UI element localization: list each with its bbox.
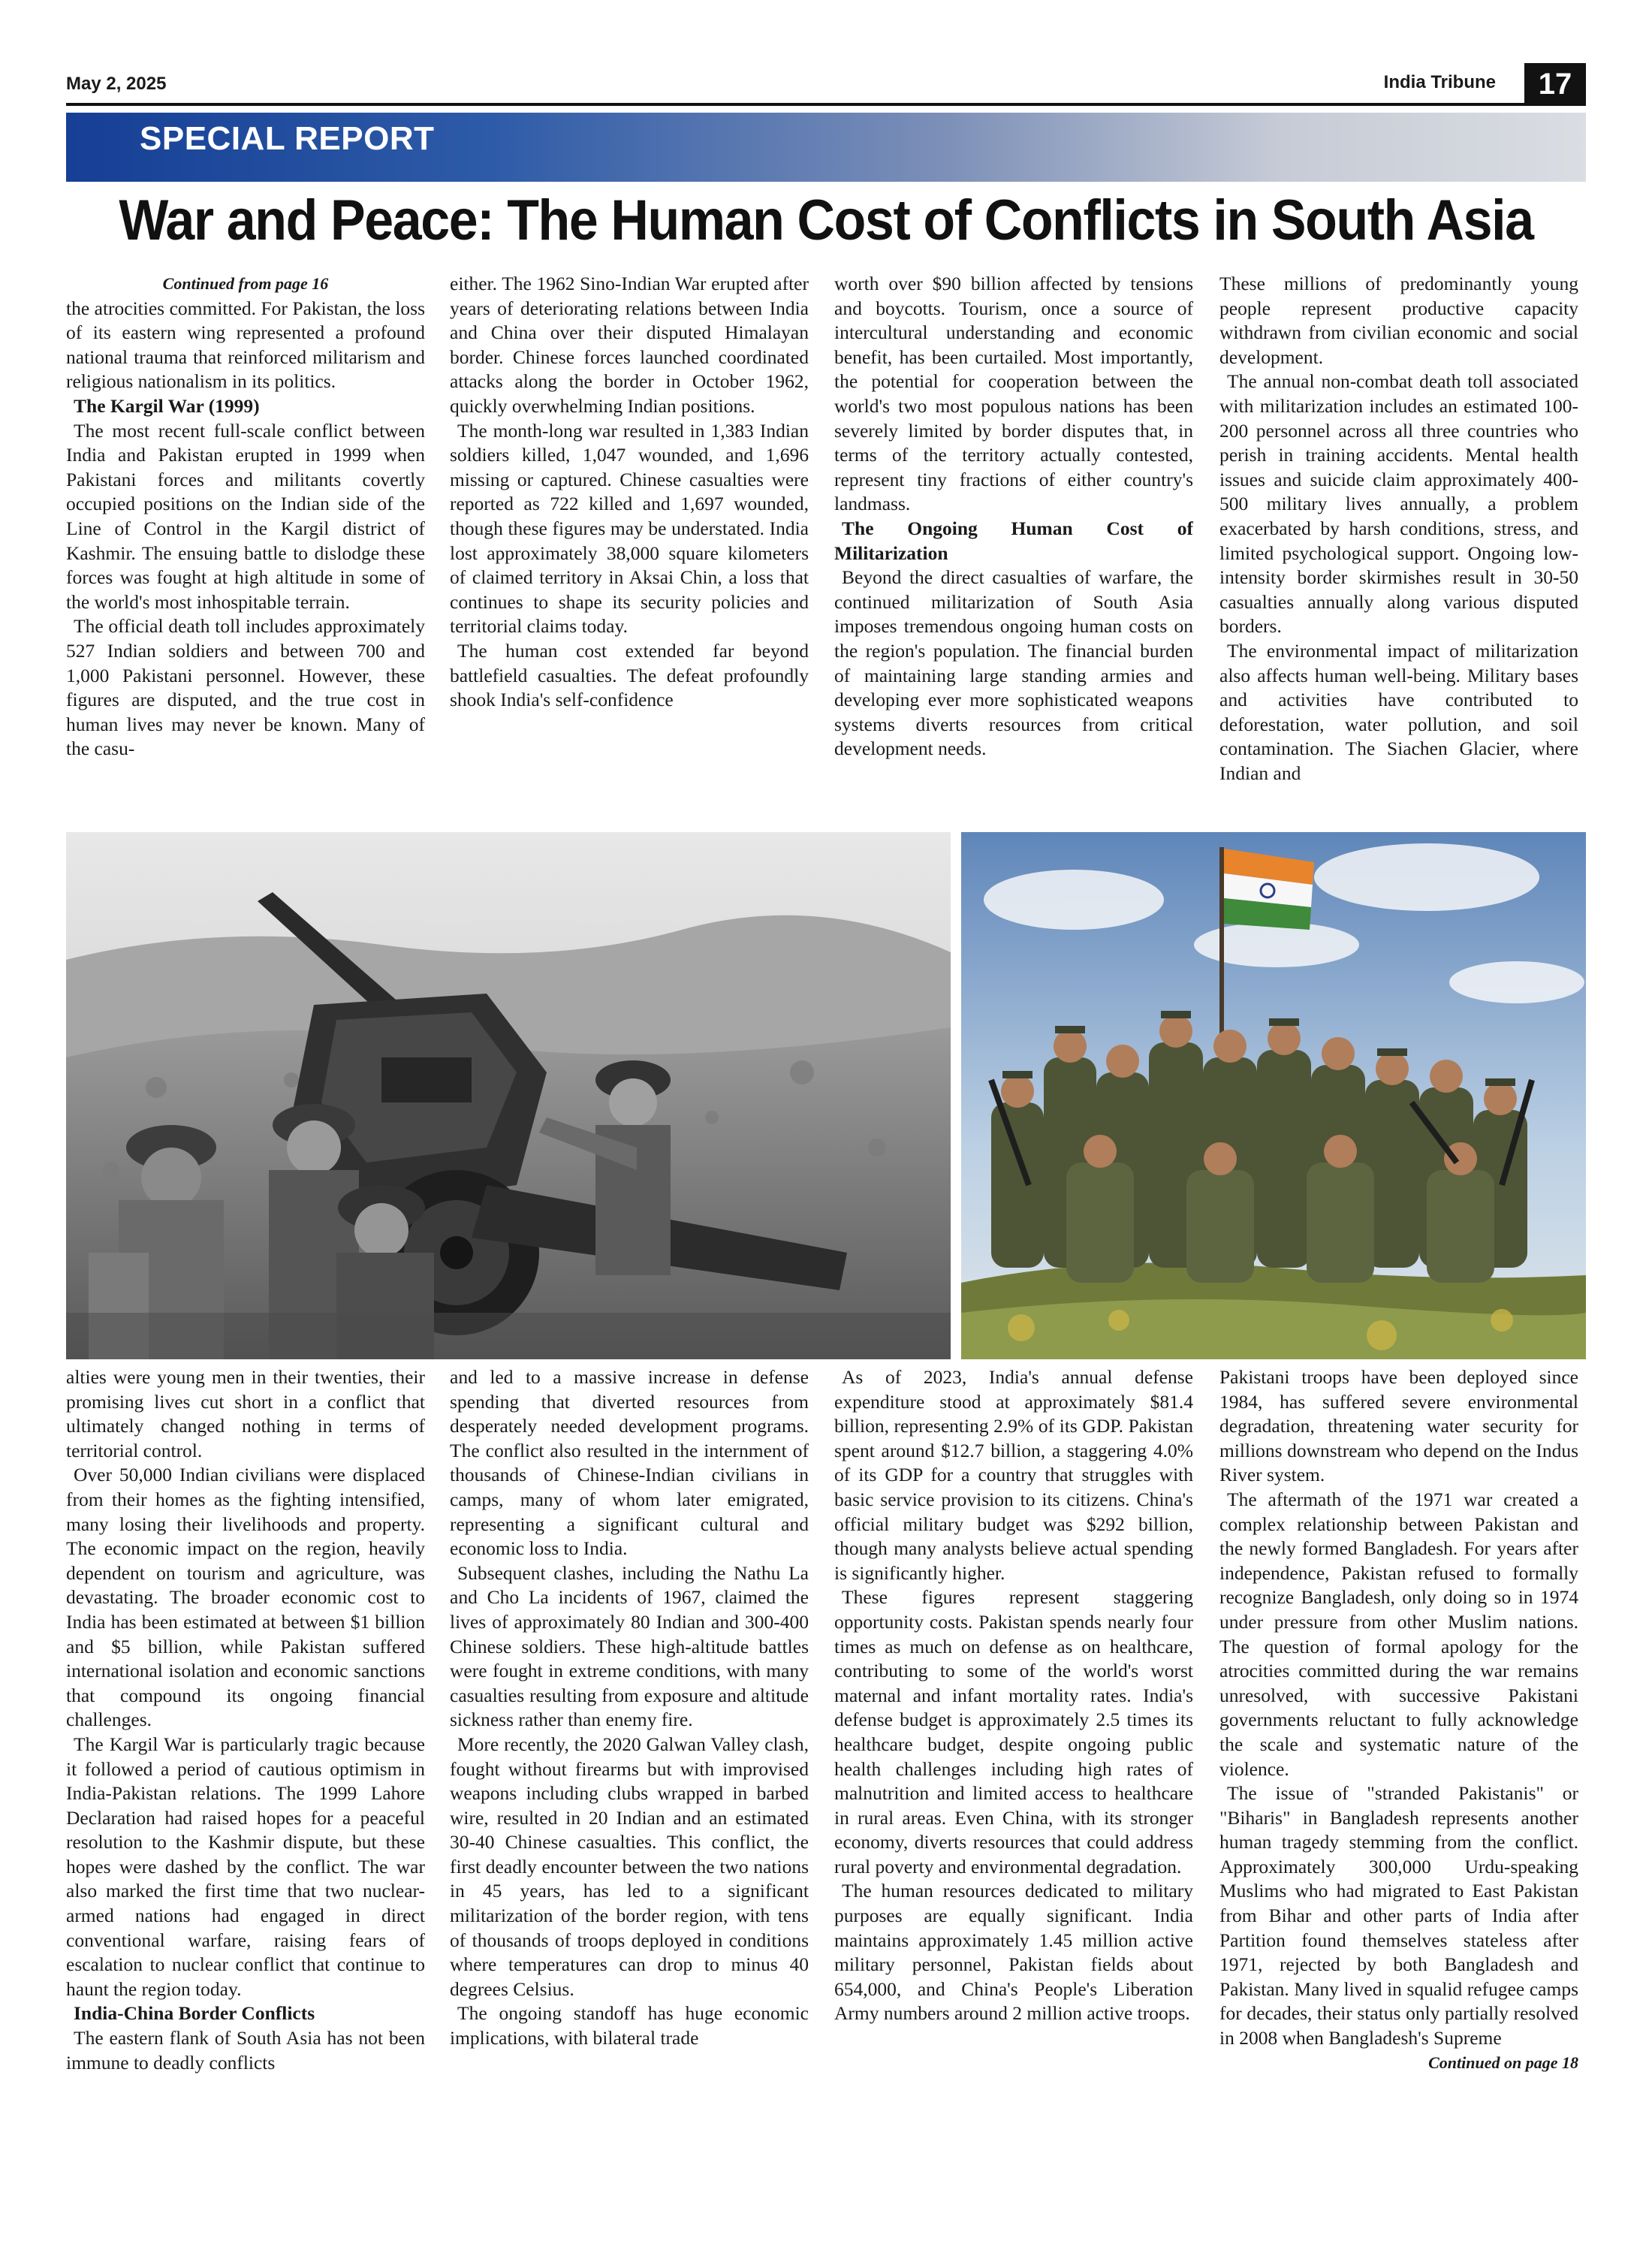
column-4-top	[1219, 272, 1578, 829]
paragraph: Subsequent clashes, including the Nathu La and Cho La incidents of 1967, claimed the lives of approximately 80 Indian and 300-400 Chinese soldiers. These high-altitude battles were fought in extreme conditions, with many casualties resulting from exposure and altitude sickness rather than enemy fire.	[450, 1561, 809, 1731]
paragraph: The aftermath of the 1971 war created a complex relationship between Pakistan and the newly formed Bangladesh. For years after independence, Pakistan refused to formally recognize Bangladesh, only doing so in 1974 under pressure from other Muslim nations. The question of formal apology for the atrocities committed during the war remains unresolved, with successive Pakistani governments reluctant to fully acknowledge the scale and systematic nature of the violence.	[1219, 1488, 1578, 1780]
subheading: India-China Border Conflicts	[74, 2002, 315, 2025]
paragraph: and led to a massive increase in defense spending that diverted resources from desperately needed development programs. The conflict also resulted in the internment of thousands of Chinese-Indian civilians in camps, many of whom later emigrated, representing a significant cultural and economic loss to India.	[450, 1366, 809, 1560]
paragraph: These millions of predominantly young people represent productive capacity withdrawn from civilian economic and social development.	[1219, 273, 1578, 368]
column-1-top	[66, 272, 425, 829]
paragraph: These figures represent staggering opportunity costs. Pakistan spends nearly four times as much on defense as on healthcare, contributing to some of the world's worst maternal and infant mortality rates. India's defense budget is approximately 2.5 times its healthcare budget, despite ongoing public health challenges including high rates of malnutrition and limited access to healthcare in rural areas. Even China, with its stronger economy, diverts resources that could address rural poverty and environmental degradation.	[834, 1586, 1193, 1878]
column-3-bottom	[834, 1365, 1193, 2185]
masthead	[66, 65, 1586, 104]
paragraph: worth over $90 billion affected by tensions and boycotts. Tourism, once a source of intercultural understanding and economic benefit, has been curtailed. Most importantly, the potential for cooperation between the world's two most populous nations has been severely limited by border disputes that, in terms of the territory actually contested, represent tiny fractions of either country's landmass.	[834, 273, 1193, 515]
soldiers-flag-photo	[961, 832, 1586, 1359]
subheading: The Kargil War (1999)	[74, 394, 260, 417]
paragraph: More recently, the 2020 Galwan Valley clash, fought without firearms but with improvised weapons including clubs wrapped in barbed wire, resulted in 20 Indian and an estimated 30-40 Chinese casualties. This conflict, the first deadly encounter between the two nations in 45 years, has led to a significant militarization of the border region, with tens of thousands of troops deployed in conditions where temperatures can drop to minus 40 degrees Celsius.	[450, 1733, 809, 2000]
paragraph: The human resources dedicated to military purposes are equally significant. India maintains approximately 1.45 million active military personnel, Pakistan fields about 654,000, and China's People's Liberation Army numbers around 2 million active troops.	[834, 1880, 1193, 2025]
continued-on-note: Continued on page 18	[1428, 2052, 1578, 2072]
paragraph: The environmental impact of militarization also affects human well-being. Military bases and activities have contributed to deforestation, water pollution, and soil contamination. The Siachen Glacier, where Indian and	[1219, 639, 1578, 784]
column-2-top	[450, 272, 809, 829]
header-rule	[66, 103, 1586, 106]
page-number: 17	[1524, 63, 1586, 105]
paragraph: either. The 1962 Sino-Indian War erupted after years of deteriorating relations between India and China over their disputed Himalayan border. Chinese forces launched coordinated attacks along the border in October 1962, quickly overwhelming Indian positions.	[450, 273, 809, 417]
paragraph: The human cost extended far beyond battlefield casualties. The defeat profoundly shook India's self-confidence	[450, 639, 809, 711]
paragraph: The ongoing standoff has huge economic implications, with bilateral trade	[450, 2002, 809, 2049]
paragraph: Over 50,000 Indian civilians were displaced from their homes as the fighting intensified, many losing their livelihoods and property. The economic impact on the region, heavily dependent on tourism and agriculture, was devastating. The broader economic cost to India has been estimated at between $1 billion and $5 billion, while Pakistan suffered international isolation and economic sanctions that compound its ongoing financial challenges.	[66, 1464, 425, 1731]
section-banner	[66, 113, 1586, 182]
subheading: The Ongoing Human Cost of Militarization	[834, 517, 1193, 564]
paragraph: alties were young men in their twenties, their promising lives cut short in a conflict that ultimately changed nothing in terms of territorial control.	[66, 1366, 425, 1461]
paragraph: The official death toll includes approximately 527 Indian soldiers and between 700 and 1,000 Pakistani personnel. However, these figures are disputed, and the true cost in human lives may never be known. Many of the casu-	[66, 615, 425, 760]
paragraph: The issue of "stranded Pakistanis" or "Biharis" in Bangladesh represents another human tragedy stemming from the conflict. Approximately 300,000 Urdu-speaking Muslims who had migrated to East Pakistan from Bihar and other parts of India after Partition found themselves stateless after 1971, rejected by both Bangladesh and Pakistan. Many lived in squalid refugee camps for decades, their status only partially resolved in 2008 when Bangladesh's Supreme	[1219, 1782, 1578, 2049]
paragraph: Beyond the direct casualties of warfare, the continued militarization of South Asia imposes tremendous ongoing human costs on the region's population. The financial burden of maintaining large standing armies and developing ever more sophisticated weapons systems diverts resources from critical development needs.	[834, 566, 1193, 760]
continued-from-note: Continued from page 16	[162, 274, 329, 293]
section-label: SPECIAL REPORT	[140, 120, 435, 157]
column-3-top	[834, 272, 1193, 829]
article-headline: War and Peace: The Human Cost of Conflicts in South Asia	[119, 189, 1533, 252]
column-1-bottom	[66, 1365, 425, 2185]
column-4-bottom	[1219, 1365, 1578, 2185]
paragraph: the atrocities committed. For Pakistan, the loss of its eastern wing represented a profound national trauma that reinforced militarism and religious nationalism in its politics.	[66, 297, 425, 393]
soldiers-flag-illustration	[961, 832, 1586, 1359]
paragraph: The Kargil War is particularly tragic because it followed a period of cautious optimism in India-Pakistan relations. The 1999 Lahore Declaration had raised hopes for a peaceful resolution to the Kashmir dispute, but these hopes were dashed by the conflict. The war also marked the first time that two nuclear-armed nations had engaged in direct conventional warfare, raising fears of escalation to nuclear conflict that continue to haunt the region today.	[66, 1733, 425, 2000]
paragraph: The annual non-combat death toll associated with militarization includes an estimated 100-200 personnel across all three countries who perish in training accidents. Mental health issues and suicide claim approximately 400-500 military lives annually, a problem exacerbated by harsh conditions, stress, and limited psychological support. Ongoing low-intensity border skirmishes result in 30-50 casualties annually along various disputed borders.	[1219, 370, 1578, 638]
column-2-bottom	[450, 1365, 809, 2185]
paragraph: Pakistani troops have been deployed since 1984, has suffered severe environmental degradation, threatening water security for millions downstream who depend on the Indus River system.	[1219, 1366, 1578, 1486]
publication-name: India Tribune	[1383, 72, 1496, 92]
paragraph: The eastern flank of South Asia has not been immune to deadly conflicts	[66, 2027, 425, 2074]
paragraph: As of 2023, India's annual defense expenditure stood at approximately $81.4 billion, representing 2.9% of its GDP. Pakistan spent around $12.7 billion, a staggering 4.0% of its GDP for a country that struggles with basic service provision to its citizens. China's official military budget was $292 billion, though many analysts believe actual spending is significantly higher.	[834, 1366, 1193, 1584]
issue-date: May 2, 2025	[66, 74, 167, 94]
paragraph: The month-long war resulted in 1,383 Indian soldiers killed, 1,047 wounded, and 1,696 missing or captured. Chinese casualties were reported as 722 killed and 1,697 wounded, though these figures may be understated. India lost approximately 38,000 square kilometers of claimed territory in Aksai Chin, a loss that continues to shape its security policies and territorial claims today.	[450, 419, 809, 638]
artillery-photo	[66, 832, 951, 1359]
artillery-photo-illustration	[66, 832, 951, 1359]
paragraph: The most recent full-scale conflict between India and Pakistan erupted in 1999 when Pakistani forces and militants covertly occupied positions on the Indian side of the Line of Control in the Kargil district of Kashmir. The ensuing battle to dislodge these forces was fought at high altitude in some of the world's most inhospitable terrain.	[66, 419, 425, 613]
